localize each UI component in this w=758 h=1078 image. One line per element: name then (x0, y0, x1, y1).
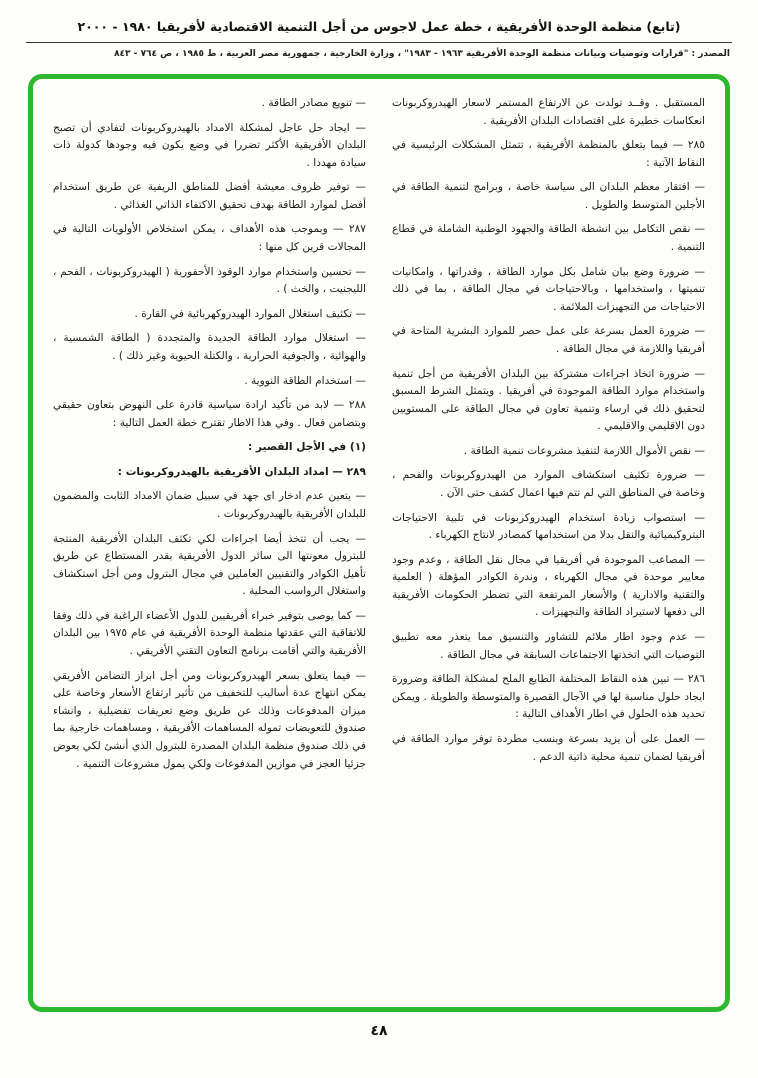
paragraph: — يجب أن تتخذ أيضا اجراءات لكي تكثف البلدان الأفريقية المنتجة للبترول معونتها الى سائر الدول الأفريقية بقدر المستطاع عن طريق تأهيل الكوادر والتقنيين العاملين في مجال البترول ومن أجل استكشاف واستغلال الرواسب المحلية . (53, 532, 366, 598)
paragraph: — ضرورة تكثيف استكشاف الموارد من الهيدروكربونات والفحم ، وخاصة في المناطق التي لم تتم فيها اعمال كشف حتى الآن . (392, 469, 705, 499)
paragraph: — المصاعب الموجودة في أفريقيا في مجال نقل الطاقة ، وعدم وجود معايير موحدة في مجال الكهرباء ، وندرة الكوادر المؤهلة ( العلمية والتقنية والادارية ) والأسعار المرتفعة التي تضطر الحكومات الأفريقية الى دفعها لاستيراد الطاقة والتجهيزات . (392, 553, 705, 619)
header-divider (26, 42, 732, 43)
source-citation-line: المصدر : "قرارات وتوصيات وبيانات منظمة الوحدة الأفريقية ١٩٦٣ - ١٩٨٣" ، وزارة الخارجية ، جمهورية مصر العربية ، ط ١٩٨٥ ، ص ٧٦٤ - ٨٤٣ (114, 48, 730, 59)
paragraph: — استخدام الطاقة النووية . (244, 374, 366, 387)
paragraph: ٢٨٨ — لابد من تأكيد ارادة سياسية قادرة على النهوض بتعاون حقيقي وبتضامن فعال . وفي هذا الاطار تقترح خطة العمل التالية : (53, 399, 366, 429)
paragraph: — ضرورة وضع بيان شامل بكل موارد الطاقة ، وقدراتها ، وامكانيات تنميتها ، واستخدامها ، وبالاحتياجات في مجال الطاقة ، بما في ذلك الاحتياجات من التجهيزات الملائمة . (392, 265, 705, 313)
paragraph: ٢٨٧ — وبموجب هذه الأهداف ، يمكن استخلاص الأولويات التالية في المجالات قرين كل منها : (53, 223, 366, 254)
paragraph: — استغلال موارد الطاقة الجديدة والمتجددة ( الطاقة الشمسية ، والهوائية ، والجوفية الحرارية ، والكتلة الحيوية وغير ذلك ) . (53, 332, 366, 362)
paragraph: — توفير ظروف معيشة أفضل للمناطق الريفية عن طريق استخدام أفضل لموارد الطاقة بهدف تحقيق الاكتفاء الذاتي الغذائي . (53, 181, 366, 211)
paragraph: ٢٨٥ — فيما يتعلق بالمنظمة الأفريقية ، تتمثل المشكلات الرئيسية في النقاط الآتية : (392, 139, 705, 169)
paragraph: — يتعين عدم ادخار اى جهد في سبيل ضمان الامداد الثابت والمضمون للبلدان الأفريقية بالهيدروكربونات . (53, 490, 366, 520)
paragraph: المستقبل . وقــد تولدت عن الارتفاع المستمر لاسعار الهيدروكربونات انعكاسات خطيرة على اقتصادات البلدان الأفريقية . (392, 97, 705, 127)
page-number: ٤٨ (370, 1023, 388, 1039)
paragraph: — استصواب زيادة استخدام الهيدروكربونات في تلبية الاحتياجات البتروكيميائية والنقل بدلا من استخدامها كمصادر لانتاج الكهرباء . (392, 511, 705, 542)
paragraph: — ضرورة اتخاذ اجراءات مشتركة بين البلدان الأفريقية من أجل تنمية واستخدام موارد الطاقة الموجودة في أفريقيا . ويتمثل الشرط المسبق لتحقيق ذلك في ارساء وتنمية تعاون في مجال الطاقة على المستويين دون الاقليمي والاقليمي . (392, 367, 705, 433)
paragraph: — نقص التكامل بين انشطة الطاقة والجهود الوطنية الشاملة في قطاع التنمية . (392, 223, 705, 254)
section-heading-hydrocarbons-supply: ٢٨٩ — امداد البلدان الأفريقية بالهيدروكربونات : (117, 465, 366, 478)
paragraph: — ضرورة العمل بسرعة على عمل حصر للموارد البشرية المتاحة في أفريقيا واللازمة في مجال الطاقة . (392, 325, 705, 355)
column-left (53, 95, 366, 780)
paragraph: — افتقار معظم البلدان الى سياسة خاصة ، وبرامج لتنمية الطاقة في الأجلين المتوسط والطويل . (392, 181, 705, 211)
paragraph: — كما يوصى بتوفير خبراء أفريقيين للدول الأعضاء الراغبة في ذلك وفقا للاتفاقية التي عقدتها منظمة الوحدة الأفريقية في عام ١٩٧٥ بين البلدان الأفريقية والتي أقامت برنامج التعاون التقني الأفريقي . (53, 609, 366, 658)
paragraph: — عدم وجود اطار ملائم للتشاور والتنسيق مما يتعذر معه تطبيق التوصيات التي اتخذتها الاجتماعات السابقة في مجال الطاقة . (392, 631, 705, 661)
column-right (392, 95, 705, 780)
paragraph: — تحسين واستخدام موارد الوقود الأحفورية ( الهيدروكربونات ، الفحم ، الليجنيت ، والخث ) . (53, 265, 366, 296)
paragraph: — نقص الأموال اللازمة لتنفيذ مشروعات تنمية الطاقة . (463, 444, 705, 457)
document-title: (تابع) منظمة الوحدة الأفريقية ، خطة عمل لاجوس من أجل التنمية الاقتصادية لأفريقيا ١٩٨٠ - ٢٠٠٠ (77, 19, 681, 34)
paragraph: — تكثيف استغلال الموارد الهيدروكهربائية في القارة . (134, 307, 366, 320)
page-header (0, 0, 758, 61)
paragraph: — فيما يتعلق بسعر الهيدروكربونات ومن أجل ابراز التضامن الأفريقي يمكن انتهاج عدة أساليب للتخفيف من تأثير ارتفاع الأسعار وخاصة على ميزان المدفوعات وذلك عن طريق وضع تعريفات تفضيلية ، وانشاء صندوق للتعويضات تموله المساهمات الأفريقية ، ومساهمات خارجية بما في ذلك صندوق منظمة البلدان المصدرة للبترول الذي أنشئ لكي يعوض جزئيا العجز في موازين المدفوعات ولكي يمول مشروعات التنمية . (53, 669, 366, 770)
section-heading-short-term: (١) في الأجل القصير : (248, 441, 366, 454)
paragraph: — العمل على أن يزيد بسرعة وبنسب مطردة توفر موارد الطاقة في أفريقيا لضمان تنمية محلية ذاتية الدعم . (392, 732, 705, 763)
paragraph: ٢٨٦ — تبين هذه النقاط المختلفة الطابع الملح لمشكلة الطاقة وضرورة ايجاد حلول مناسبة لها في الآجال القصيرة والمتوسطة والطويلة . ويمكن تحديد هذه الحلول في اطار الأهداف التالية : (392, 673, 705, 721)
green-content-frame (28, 74, 730, 1012)
two-column-layout (53, 95, 705, 780)
paragraph: — تنويع مصادر الطاقة . (261, 97, 366, 109)
page-footer (0, 1012, 758, 1045)
paragraph: — ايجاد حل عاجل لمشكلة الامداد بالهيدروكربونات لتفادي أن تصبح البلدان الأفريقية الأكثر تضررا في وضع يكون فيه وجودها كدولة ذات سيادة مهددا . (53, 121, 366, 169)
